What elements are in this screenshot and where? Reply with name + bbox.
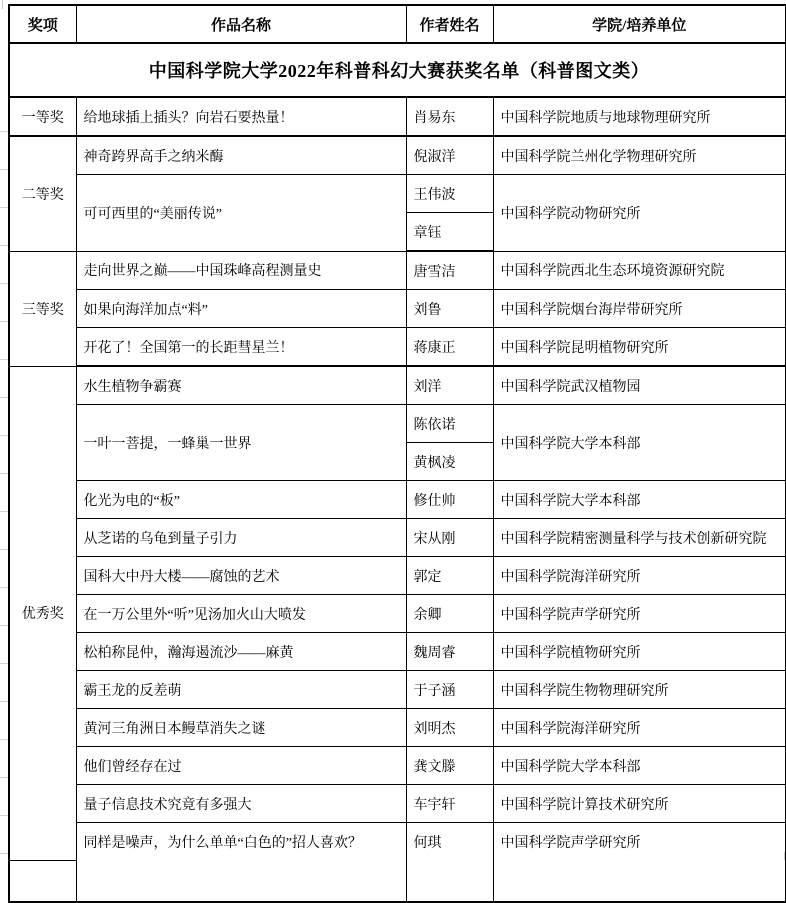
table-row — [9, 328, 786, 367]
cell-inst: 中国科学院昆明植物研究所 — [493, 328, 786, 367]
table-row — [9, 823, 786, 861]
cell-inst: 中国科学院海洋研究所 — [493, 557, 786, 595]
cell-author: 倪淑洋 — [406, 136, 493, 175]
cell-author: 刘鲁 — [406, 290, 493, 328]
cell-author: 唐雪洁 — [406, 251, 493, 290]
cell-work: 霸王龙的反差萌 — [76, 671, 406, 709]
awards-table — [8, 4, 786, 903]
cell-inst: 中国科学院海洋研究所 — [493, 709, 786, 747]
cell-inst: 中国科学院精密测量科学与技术创新研究院 — [493, 519, 786, 557]
cell-inst: 中国科学院西北生态环境资源研究院 — [493, 251, 786, 290]
cell-author: 宋从刚 — [406, 519, 493, 557]
cell-author: 郭定 — [406, 557, 493, 595]
header-award: 奖项 — [9, 5, 76, 43]
cell-inst: 中国科学院计算技术研究所 — [493, 785, 786, 823]
cell-work: 他们曾经存在过 — [76, 747, 406, 785]
cell-work: 黄河三角洲日本鳗草消失之谜 — [76, 709, 406, 747]
spreadsheet-gridline — [2, 0, 3, 9]
cell-work: 国科大中丹大楼——腐蚀的艺术 — [76, 557, 406, 595]
cell-work: 如果向海洋加点“料” — [76, 290, 406, 328]
cell-inst: 中国科学院大学本科部 — [493, 747, 786, 785]
cell-inst-empty — [493, 860, 786, 902]
table-row — [9, 633, 786, 671]
table-row — [9, 709, 786, 747]
table-row — [9, 290, 786, 328]
cell-work: 开花了！全国第一的长距彗星兰！ — [76, 328, 406, 367]
cell-author: 刘洋 — [406, 366, 493, 405]
cell-inst: 中国科学院兰州化学物理研究所 — [493, 136, 786, 175]
cell-author: 何琪 — [406, 823, 493, 861]
cell-award: 一等奖 — [9, 97, 76, 136]
cell-work: 神奇跨界高手之纳米酶 — [76, 136, 406, 175]
cell-author: 章钰 — [406, 213, 493, 252]
cell-work: 化光为电的“板” — [76, 481, 406, 519]
cell-inst: 中国科学院地质与地球物理研究所 — [493, 97, 786, 136]
document-title: 中国科学院大学2022年科普科幻大赛获奖名单（科普图文类） — [9, 43, 786, 97]
cell-work: 松柏称昆仲，瀚海遏流沙——麻黄 — [76, 633, 406, 671]
table-row — [9, 557, 786, 595]
cell-author: 车宇轩 — [406, 785, 493, 823]
cell-author-empty — [406, 860, 493, 902]
table-row — [9, 251, 786, 290]
cell-award: 优秀奖 — [9, 366, 76, 860]
cell-inst: 中国科学院植物研究所 — [493, 633, 786, 671]
cell-author: 肖易东 — [406, 97, 493, 136]
cell-work-empty — [76, 860, 406, 902]
table-row — [9, 405, 786, 443]
cell-author: 王伟波 — [406, 175, 493, 213]
cell-work: 走向世界之巅——中国珠峰高程测量史 — [76, 251, 406, 290]
cell-work: 同样是噪声，为什么单单“白色的”招人喜欢？ — [76, 823, 406, 861]
cell-inst: 中国科学院大学本科部 — [493, 481, 786, 519]
cell-award: 三等奖 — [9, 251, 76, 366]
cell-author: 于子涵 — [406, 671, 493, 709]
cell-author: 刘明杰 — [406, 709, 493, 747]
awards-sheet — [8, 4, 786, 903]
cell-work: 在一万公里外“听”见汤加火山大喷发 — [76, 595, 406, 633]
awards-table-body — [9, 97, 786, 902]
table-header — [9, 5, 786, 43]
header-institute: 学院/培养单位 — [493, 5, 786, 43]
cell-inst: 中国科学院声学研究所 — [493, 595, 786, 633]
title-section — [9, 43, 786, 97]
cell-inst: 中国科学院生物物理研究所 — [493, 671, 786, 709]
cell-work: 给地球插上插头？向岩石要热量！ — [76, 97, 406, 136]
table-row — [9, 519, 786, 557]
spreadsheet-gridline-ticks — [0, 131, 8, 860]
header-work-title: 作品名称 — [76, 5, 406, 43]
cell-work: 水生植物争霸赛 — [76, 366, 406, 405]
cell-work: 从芝诺的乌龟到量子引力 — [76, 519, 406, 557]
cell-author: 魏周睿 — [406, 633, 493, 671]
header-row — [9, 5, 786, 43]
cell-award: 二等奖 — [9, 136, 76, 251]
table-row — [9, 481, 786, 519]
cell-author: 余卿 — [406, 595, 493, 633]
cell-work: 可可西里的“美丽传说” — [76, 175, 406, 252]
table-row — [9, 785, 786, 823]
table-row — [9, 175, 786, 213]
cell-award-empty — [9, 860, 76, 902]
table-row — [9, 97, 786, 136]
partial-row — [9, 860, 786, 902]
cell-inst: 中国科学院烟台海岸带研究所 — [493, 290, 786, 328]
table-row — [9, 671, 786, 709]
cell-inst: 中国科学院声学研究所 — [493, 823, 786, 861]
cell-work: 量子信息技术究竟有多强大 — [76, 785, 406, 823]
table-row — [9, 747, 786, 785]
cell-author: 黄枫凌 — [406, 443, 493, 481]
table-row — [9, 136, 786, 175]
title-row — [9, 43, 786, 97]
cell-author: 蒋康正 — [406, 328, 493, 367]
cell-author: 修仕帅 — [406, 481, 493, 519]
cell-author: 陈依诺 — [406, 405, 493, 443]
cell-inst: 中国科学院动物研究所 — [493, 175, 786, 252]
table-row — [9, 595, 786, 633]
cell-inst: 中国科学院大学本科部 — [493, 405, 786, 481]
cell-author: 龚文滕 — [406, 747, 493, 785]
cell-inst: 中国科学院武汉植物园 — [493, 366, 786, 405]
cell-work: 一叶一菩提，一蜂巢一世界 — [76, 405, 406, 481]
header-author-name: 作者姓名 — [406, 5, 493, 43]
table-row — [9, 366, 786, 405]
